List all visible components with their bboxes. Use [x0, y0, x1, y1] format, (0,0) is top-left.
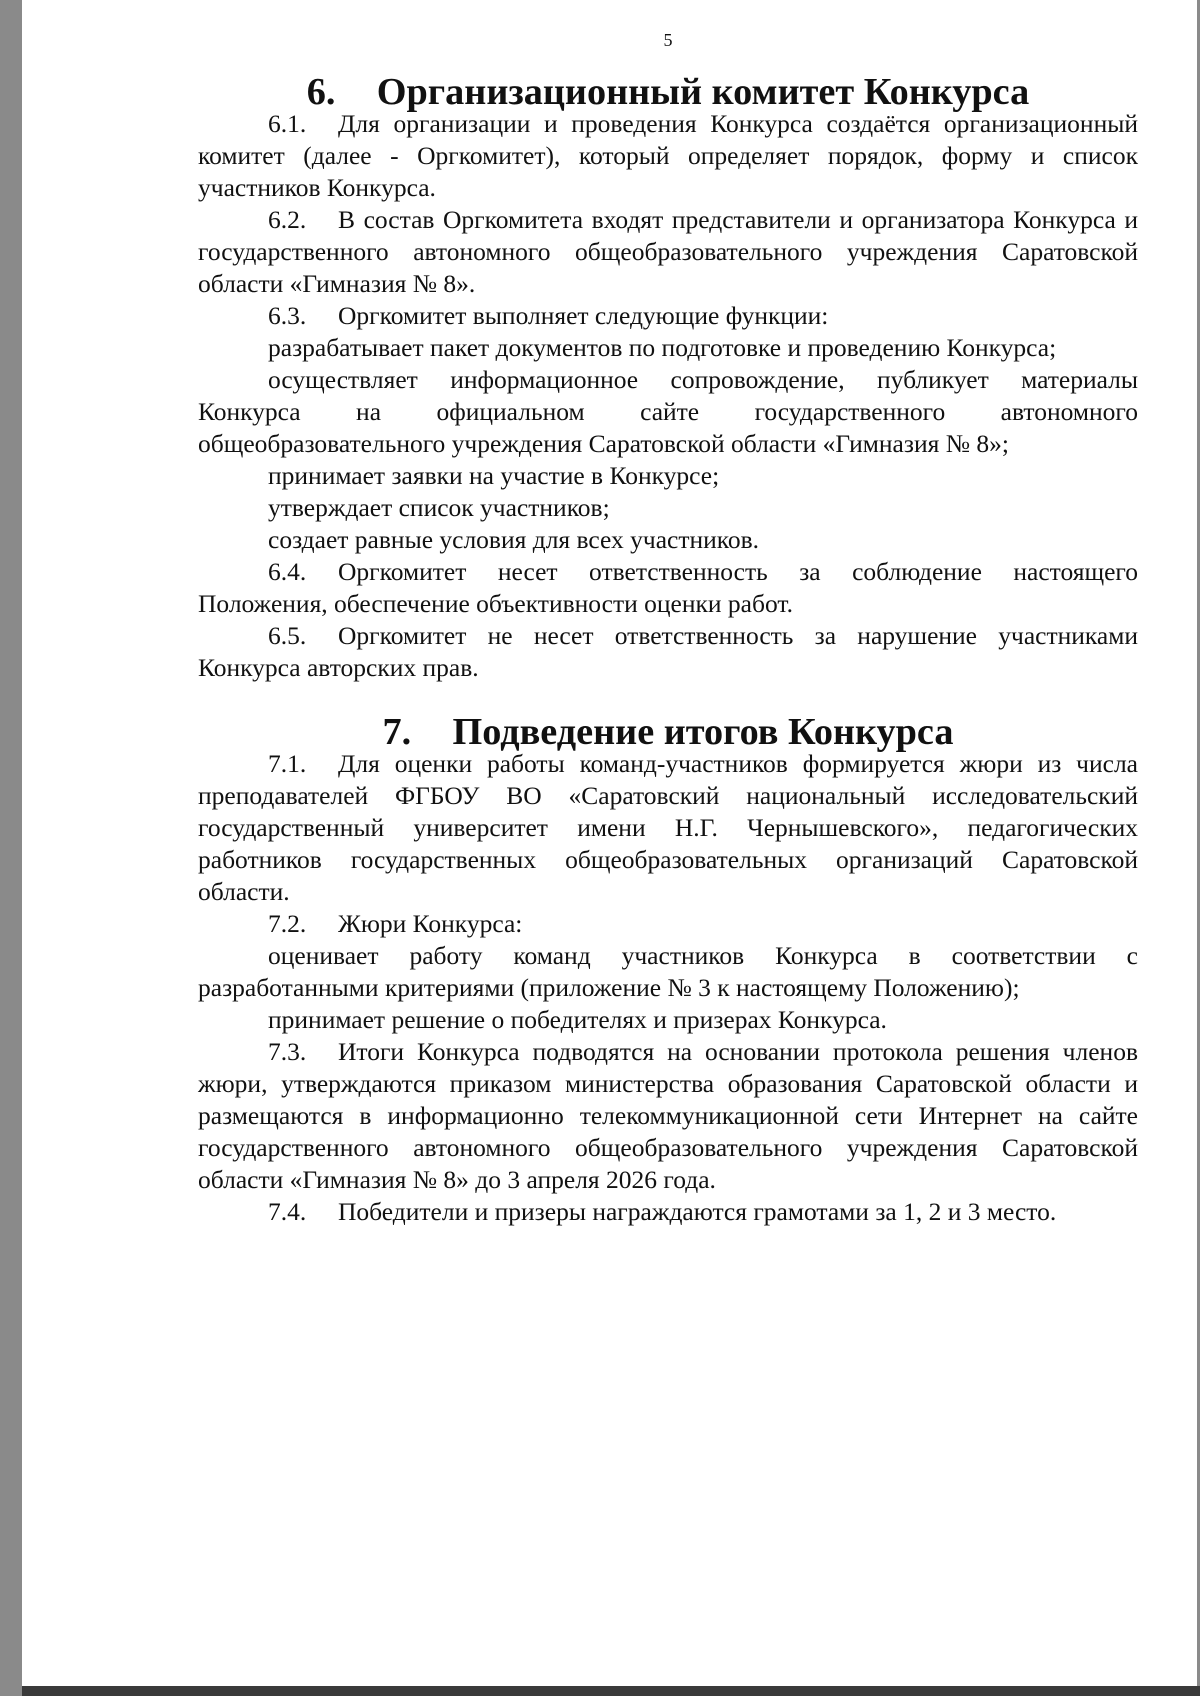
paragraph-text: принимает решение о победителях и призерах Конкурса.: [268, 1005, 887, 1034]
paragraph-number: 6.4.: [268, 557, 307, 586]
paragraph: [198, 908, 1138, 940]
section-7-paragraphs: [198, 748, 1138, 1228]
paragraph-text: осуществляет информационное сопровождение, публикует материалы Конкурса на официальном сайте государственного автономного общеобразовательного учреждения Саратовской области «Гимназия № 8»;: [198, 365, 1138, 458]
paragraph-text: разрабатывает пакет документов по подготовке и проведению Конкурса;: [268, 333, 1057, 362]
document-body: [198, 71, 1138, 1228]
section-title: Организационный комитет Конкурса: [376, 71, 1030, 113]
paragraph-number: 7.3.: [268, 1037, 307, 1066]
section-title: Подведение итогов Конкурса: [452, 711, 954, 753]
paragraph-text: В состав Оргкомитета входят представители и организатора Конкурса и государственного автономного общеобразовательного учреждения Саратовской области «Гимназия № 8».: [198, 205, 1138, 298]
paragraph: [198, 1004, 1138, 1036]
paragraph: [198, 204, 1138, 300]
paragraph: [198, 556, 1138, 620]
paragraph-number: 7.4.: [268, 1197, 307, 1226]
scan-border-left: [0, 0, 22, 1696]
paragraph-text: создает равные условия для всех участников.: [268, 525, 760, 554]
paragraph-text: Оргкомитет выполняет следующие функции:: [338, 301, 829, 330]
paragraph-text: утверждает список участников;: [268, 493, 610, 522]
paragraph: [198, 492, 1138, 524]
paragraph-number: 6.2.: [268, 205, 307, 234]
paragraph: [198, 748, 1138, 908]
paragraph: [198, 332, 1138, 364]
paragraph: [198, 108, 1138, 204]
paragraph: [198, 524, 1138, 556]
paragraph: [198, 1036, 1138, 1196]
paragraph-text: Оргкомитет несет ответственность за соблюдение настоящего Положения, обеспечение объективности оценки работ.: [198, 557, 1138, 618]
paragraph-text: Итоги Конкурса подводятся на основании протокола решения членов жюри, утверждаются приказом министерства образования Саратовской области и размещаются в информационно телекоммуникационной сети Интернет на сайте государственного автономного общеобразовательного учреждения Саратовской области «Гимназия № 8» до 3 апреля 2026 года.: [198, 1037, 1138, 1194]
section-number: 6.: [306, 71, 336, 113]
paragraph: [198, 1196, 1138, 1228]
paragraph: [198, 364, 1138, 460]
scan-border-bottom: [22, 1686, 1200, 1696]
paragraph: [198, 300, 1138, 332]
paragraph-text: Для организации и проведения Конкурса создаётся организационный комитет (далее - Оргкомитет), который определяет порядок, форму и список участников Конкурса.: [198, 109, 1138, 202]
paragraph-number: 6.1.: [268, 109, 307, 138]
paragraph-number: 6.3.: [268, 301, 307, 330]
paragraph: [198, 460, 1138, 492]
paragraph-text: оценивает работу команд участников Конкурса в соответствии с разработанными критериями (приложение № 3 к настоящему Положению);: [198, 941, 1138, 1002]
page-number: 5: [663, 30, 673, 50]
paragraph-number: 7.1.: [268, 749, 307, 778]
paragraph-number: 7.2.: [268, 909, 307, 938]
paragraph-text: Победители и призеры награждаются грамотами за 1, 2 и 3 место.: [338, 1197, 1057, 1226]
section-heading-6: [198, 71, 1138, 113]
paragraph: [198, 940, 1138, 1004]
section-number: 7.: [382, 711, 412, 753]
paragraph-text: Для оценки работы команд-участников формируется жюри из числа преподавателей ФГБОУ ВО «Саратовский национальный исследовательский государственный университет имени Н.Г. Чернышевского», педагогических работников государственных общеобразовательных организаций Саратовской области.: [198, 749, 1138, 906]
section-heading-7: [198, 711, 1138, 753]
paragraph-text: принимает заявки на участие в Конкурсе;: [268, 461, 720, 490]
paragraph: [198, 620, 1138, 684]
paragraph-text: Жюри Конкурса:: [338, 909, 523, 938]
section-6-paragraphs: [198, 108, 1138, 684]
paragraph-number: 6.5.: [268, 621, 307, 650]
paragraph-text: Оргкомитет не несет ответственность за нарушение участниками Конкурса авторских прав.: [198, 621, 1138, 682]
